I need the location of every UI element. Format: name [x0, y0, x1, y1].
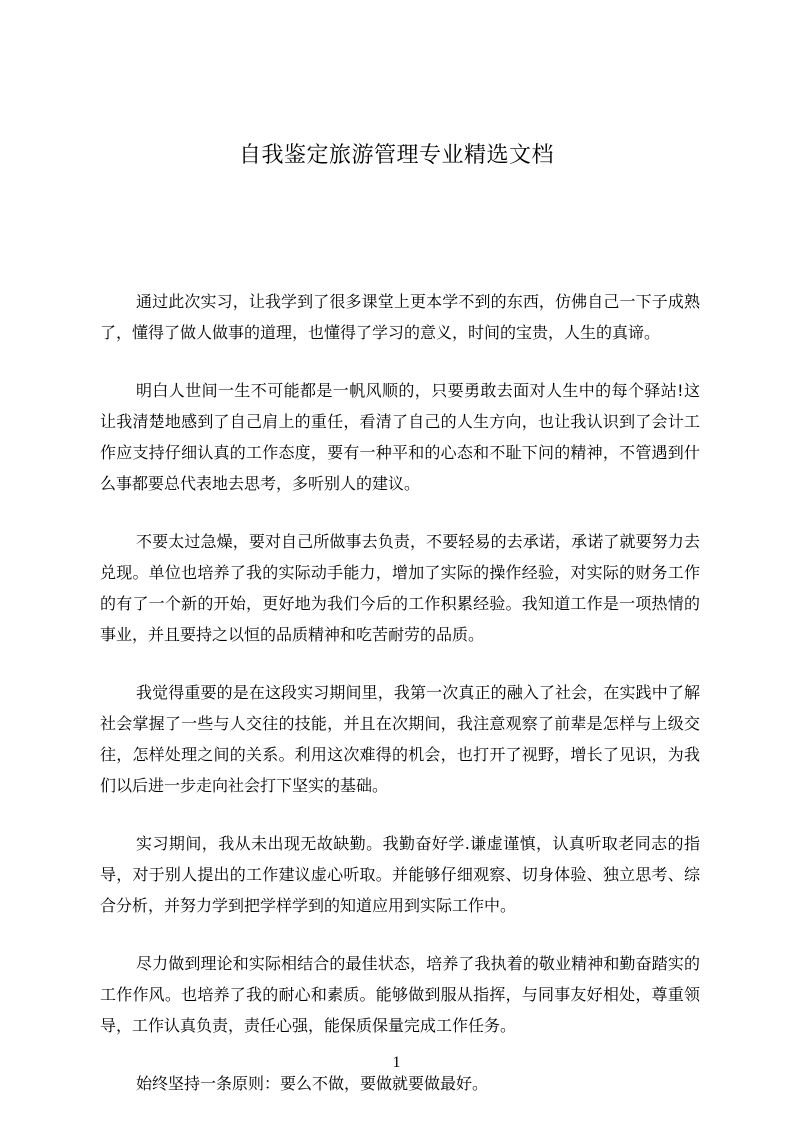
paragraph-6: 尽力做到理论和实际相结合的最佳状态，培养了我执着的敬业精神和勤奋踏实的工作作风。也培养了我的耐心和素质。能够做到服从指挥，与同事友好相处，尊重领导，工作认真负责，责任心强，能保质保量完成工作任务。: [100, 954, 700, 1035]
document-body: [100, 286, 700, 1126]
page-number: 1: [392, 1054, 401, 1071]
document-title: 自我鉴定旅游管理专业精选文档: [238, 143, 554, 168]
paragraph-1: 通过此次实习，让我学到了很多课堂上更本学不到的东西，仿佛自己一下子成熟了，懂得了做人做事的道理，也懂得了学习的意义，时间的宝贵，人生的真谛。: [100, 292, 700, 342]
paragraph-4: 我觉得重要的是在这段实习期间里，我第一次真正的融入了社会，在实践中了解社会掌握了一些与人交往的技能，并且在次期间，我注意观察了前辈是怎样与上级交往，怎样处理之间的关系。利用这次难得的机会，也打开了视野，增长了见识，为我们以后进一步走向社会打下坚实的基础。: [100, 683, 700, 795]
paragraph-5: 实习期间，我从未出现无故缺勤。我勤奋好学.谦虚谨慎，认真听取老同志的指导，对于别人提出的工作建议虚心听取。并能够仔细观察、切身体验、独立思考、综合分析，并努力学到把学样学到的知道应用到实际工作中。: [100, 834, 700, 915]
paragraph-3: 不要太过急燥，要对自己所做事去负责，不要轻易的去承诺，承诺了就要努力去兑现。单位也培养了我的实际动手能力，增加了实际的操作经验，对实际的财务工作的有了一个新的开始，更好地为我们今后的工作积累经验。我知道工作是一项热情的事业，并且要持之以恒的品质精神和吃苦耐劳的品质。: [100, 532, 700, 644]
paragraph-7: 始终坚持一条原则：要么不做，要做就要做最好。: [136, 1074, 489, 1093]
paragraph-2: 明白人世间一生不可能都是一帆风顺的，只要勇敢去面对人生中的每个驿站!这让我清楚地感到了自己肩上的重任，看清了自己的人生方向，也让我认识到了会计工作应支持仔细认真的工作态度，要有一种平和的心态和不耻下问的精神，不管遇到什么事都要总代表地去思考，多听别人的建议。: [100, 381, 700, 493]
